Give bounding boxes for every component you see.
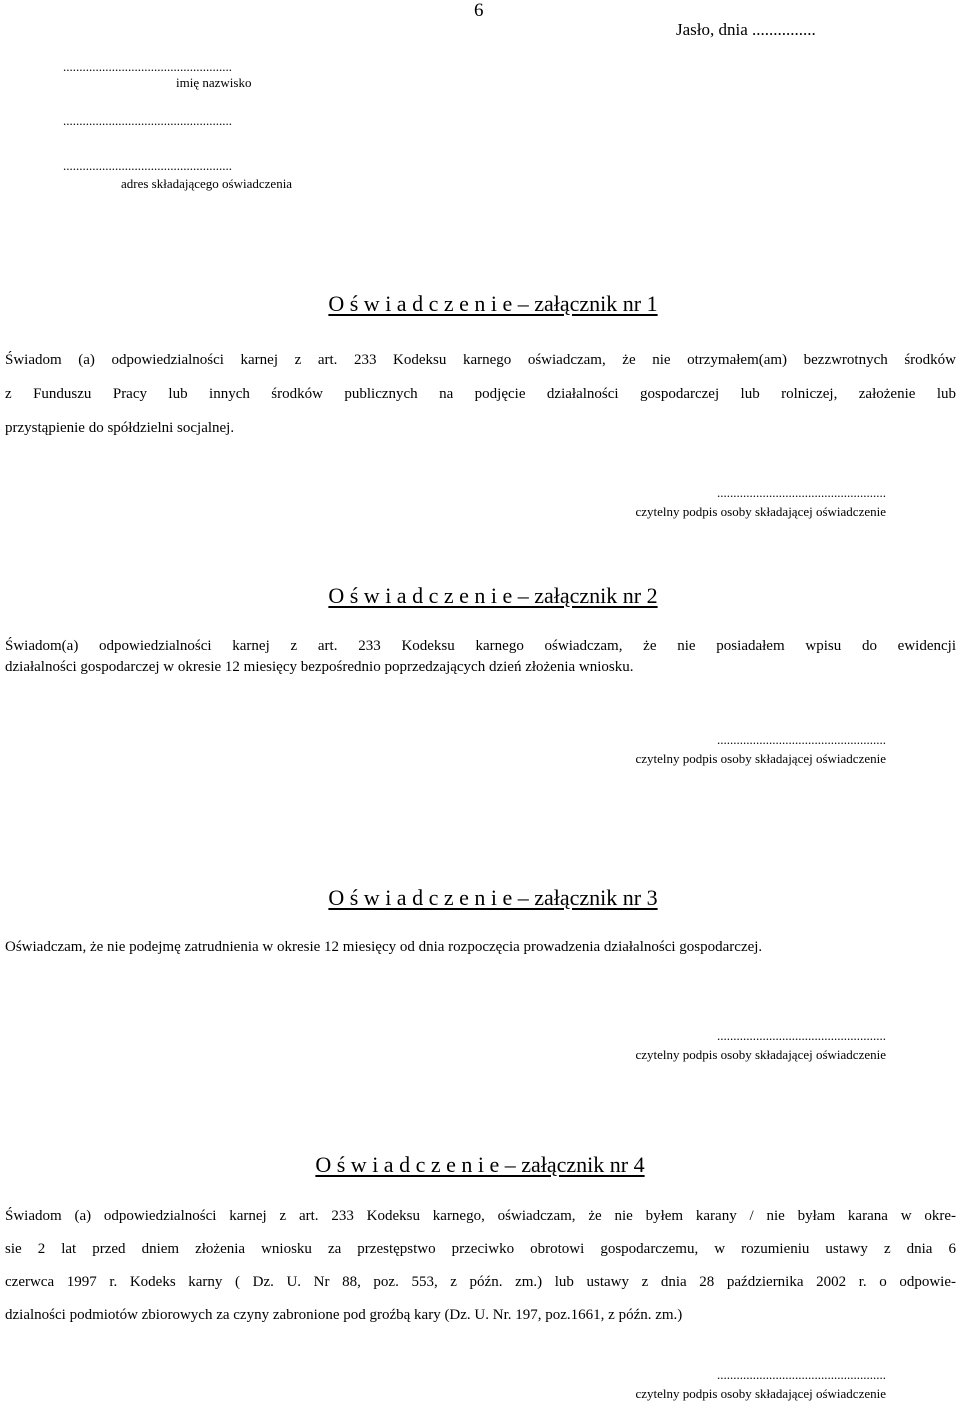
body-line: czerwca 1997 r. Kodeks karny ( Dz. U. Nr 88, poz. 553, z późn. zm.) lub ustawy z dnia 28 października 2002 r. o odpowie- [5,1274,956,1290]
address-dots-line-1: .................................................... [63,113,232,128]
address-label: adres składającego oświadczenia [121,176,293,191]
body-line: działalności gospodarczej w okresie 12 miesięcy bezpośrednio poprzedzających dzień złożenia wniosku. [5,659,634,675]
signature-dots: .................................................... [717,485,886,500]
section-2-body [5,636,956,678]
section-2-title: O ś w i a d c z e n i e – załącznik nr 2 [328,583,658,608]
signature-dots: .................................................... [717,732,886,747]
body-line: Świadom (a) odpowiedzialności karnej z art. 233 Kodeksu karnego, oświadczam, że nie byłem karany / nie byłam karana w okre- [5,1208,956,1224]
section-1-body [5,343,956,445]
signature-label: czytelny podpis osoby składającej oświadczenie [635,504,886,519]
body-line: sie 2 lat przed dniem złożenia wniosku za przestępstwo przeciwko obrotowi gospodarczemu, w rozumieniu ustawy z dnia 6 [5,1241,956,1257]
body-line: dzialności podmiotów zbiorowych za czyny zabronione pod groźbą kary (Dz. U. Nr. 197, poz.1661, z późn. zm.) [5,1307,683,1323]
name-dots-line: .................................................... [63,59,232,74]
section-3-body [5,937,956,958]
signature-label: czytelny podpis osoby składającej oświadczenie [635,1386,886,1401]
signature-dots: .................................................... [717,1028,886,1043]
address-dots-line-2: .................................................... [63,158,232,173]
body-line: Oświadczam, że nie podejmę zatrudnienia w okresie 12 miesięcy od dnia rozpoczęcia prowadzenia działalności gospodarczej. [5,939,763,955]
body-line: z Funduszu Pracy lub innych środków publicznych na podjęcie działalności gospodarczej lub rolniczej, założenie lub [5,386,956,402]
signature-dots: .................................................... [717,1367,886,1382]
page-number: 6 [474,0,484,21]
body-line: przystąpienie do spółdzielni socjalnej. [5,420,235,436]
section-4-body [5,1200,956,1332]
section-1-title: O ś w i a d c z e n i e – załącznik nr 1 [328,291,658,316]
name-label: imię nazwisko [176,75,252,90]
place-date: Jasło, dnia ............... [676,20,816,39]
signature-label: czytelny podpis osoby składającej oświadczenie [635,751,886,766]
section-3-signature [635,1027,886,1063]
section-2-signature [635,731,886,767]
section-4-signature [635,1366,886,1402]
section-3-title: O ś w i a d c z e n i e – załącznik nr 3 [328,885,658,910]
section-4-title: O ś w i a d c z e n i e – załącznik nr 4 [315,1152,645,1177]
body-line: Świadom (a) odpowiedzialności karnej z art. 233 Kodeksu karnego oświadczam, że nie otrzymałem(am) bezzwrotnych środków [5,352,956,368]
section-1-signature [635,484,886,520]
signature-label: czytelny podpis osoby składającej oświadczenie [635,1047,886,1062]
body-line: Świadom(a) odpowiedzialności karnej z art. 233 Kodeksu karnego oświadczam, że nie posiadałem wpisu do ewidencji [5,638,956,654]
